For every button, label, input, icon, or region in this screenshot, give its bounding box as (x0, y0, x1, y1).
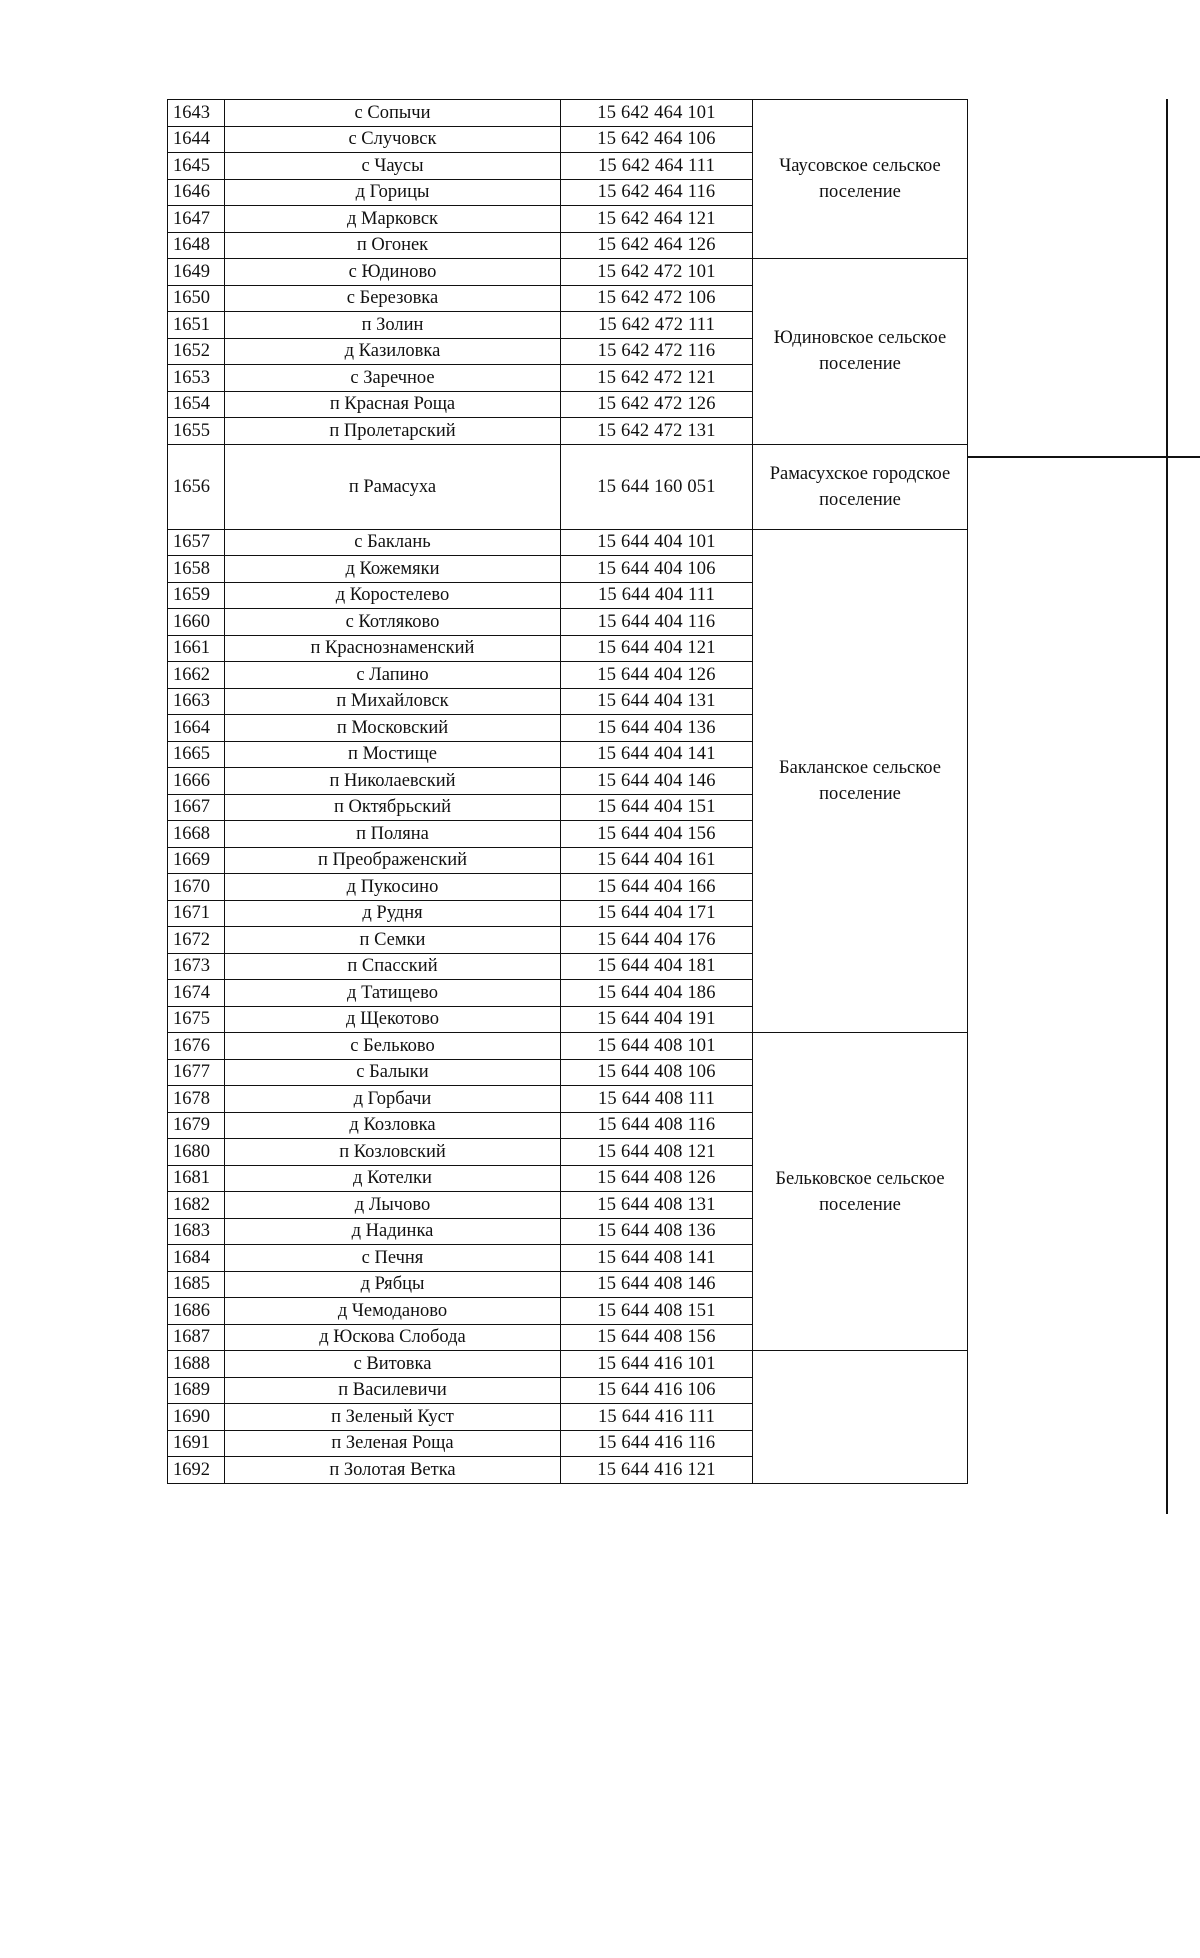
row-number: 1680 (168, 1139, 225, 1166)
oktmo-code: 15 644 404 161 (561, 847, 753, 874)
settlement-name: Бельковское сельское поселение (753, 1033, 968, 1351)
locality-name: с Баклань (225, 529, 561, 556)
oktmo-code: 15 644 416 101 (561, 1351, 753, 1378)
locality-name: д Щекотово (225, 1006, 561, 1033)
locality-name: п Золин (225, 312, 561, 339)
row-number: 1688 (168, 1351, 225, 1378)
row-number: 1681 (168, 1165, 225, 1192)
locality-name: д Коростелево (225, 582, 561, 609)
locality-name: п Зеленый Куст (225, 1404, 561, 1431)
oktmo-code: 15 642 472 126 (561, 391, 753, 418)
oktmo-code: 15 644 416 106 (561, 1377, 753, 1404)
oktmo-code: 15 644 404 171 (561, 900, 753, 927)
oktmo-code: 15 644 408 156 (561, 1324, 753, 1351)
locality-name: д Марковск (225, 206, 561, 233)
locality-name: с Бельково (225, 1033, 561, 1060)
oktmo-code: 15 644 416 121 (561, 1457, 753, 1484)
oktmo-code: 15 642 464 126 (561, 232, 753, 259)
table-row (168, 259, 968, 286)
oktmo-code: 15 644 416 116 (561, 1430, 753, 1457)
locality-name: п Василевичи (225, 1377, 561, 1404)
oktmo-code: 15 644 408 131 (561, 1192, 753, 1219)
table-row (168, 1033, 968, 1060)
oktmo-code: 15 644 408 136 (561, 1218, 753, 1245)
row-number: 1647 (168, 206, 225, 233)
row-number: 1661 (168, 635, 225, 662)
locality-name: п Зеленая Роща (225, 1430, 561, 1457)
oktmo-code: 15 644 408 106 (561, 1059, 753, 1086)
oktmo-code: 15 642 464 111 (561, 153, 753, 180)
locality-name: д Юскова Слобода (225, 1324, 561, 1351)
locality-name: п Семки (225, 927, 561, 954)
right-margin-line-lower (1166, 456, 1168, 1514)
oktmo-code: 15 644 408 101 (561, 1033, 753, 1060)
oktmo-code: 15 642 472 116 (561, 338, 753, 365)
oktmo-code: 15 644 404 141 (561, 741, 753, 768)
row-number: 1663 (168, 688, 225, 715)
locality-name: с Лапино (225, 662, 561, 689)
row-number: 1682 (168, 1192, 225, 1219)
oktmo-code: 15 644 404 116 (561, 609, 753, 636)
locality-name: п Московский (225, 715, 561, 742)
locality-name: с Случовск (225, 126, 561, 153)
oktmo-code: 15 642 472 101 (561, 259, 753, 286)
locality-name: п Краснознаменский (225, 635, 561, 662)
oktmo-code: 15 644 404 131 (561, 688, 753, 715)
oktmo-code: 15 642 464 116 (561, 179, 753, 206)
locality-name: д Рябцы (225, 1271, 561, 1298)
row-number: 1692 (168, 1457, 225, 1484)
row-number: 1655 (168, 418, 225, 445)
locality-name: п Козловский (225, 1139, 561, 1166)
settlement-name: Бакланское сельское поселение (753, 529, 968, 1033)
locality-name: с Печня (225, 1245, 561, 1272)
row-number: 1669 (168, 847, 225, 874)
settlement-name: Чаусовское сельское поселение (753, 100, 968, 259)
row-number: 1678 (168, 1086, 225, 1113)
row-number: 1683 (168, 1218, 225, 1245)
locality-name: п Преображенский (225, 847, 561, 874)
table-row (168, 1351, 968, 1378)
row-number: 1644 (168, 126, 225, 153)
oktmo-code: 15 642 472 111 (561, 312, 753, 339)
oktmo-code: 15 644 408 141 (561, 1245, 753, 1272)
locality-name: д Надинка (225, 1218, 561, 1245)
locality-name: п Николаевский (225, 768, 561, 795)
oktmo-code: 15 644 404 166 (561, 874, 753, 901)
locality-name: п Михайловск (225, 688, 561, 715)
row-number: 1691 (168, 1430, 225, 1457)
right-margin-line-upper (1166, 99, 1168, 457)
locality-name: п Огонек (225, 232, 561, 259)
row-number: 1645 (168, 153, 225, 180)
row-number: 1675 (168, 1006, 225, 1033)
oktmo-code: 15 644 404 106 (561, 556, 753, 583)
table-row (168, 444, 968, 529)
row-number: 1689 (168, 1377, 225, 1404)
oktmo-code: 15 644 404 151 (561, 794, 753, 821)
oktmo-code: 15 644 404 191 (561, 1006, 753, 1033)
locality-name: с Котляково (225, 609, 561, 636)
row-number: 1665 (168, 741, 225, 768)
row-number: 1660 (168, 609, 225, 636)
row-number: 1649 (168, 259, 225, 286)
locality-name: п Пролетарский (225, 418, 561, 445)
oktmo-code: 15 644 404 186 (561, 980, 753, 1007)
locality-name: д Котелки (225, 1165, 561, 1192)
row-number: 1667 (168, 794, 225, 821)
oktmo-code: 15 644 404 156 (561, 821, 753, 848)
locality-name: д Казиловка (225, 338, 561, 365)
locality-name: д Козловка (225, 1112, 561, 1139)
settlement-name: Рамасухское городское поселение (753, 444, 968, 529)
row-number: 1657 (168, 529, 225, 556)
row-number: 1670 (168, 874, 225, 901)
oktmo-code: 15 642 464 106 (561, 126, 753, 153)
locality-name: д Чемоданово (225, 1298, 561, 1325)
locality-name: с Березовка (225, 285, 561, 312)
oktmo-code: 15 642 472 106 (561, 285, 753, 312)
row-number: 1685 (168, 1271, 225, 1298)
row-number: 1679 (168, 1112, 225, 1139)
locality-name: с Чаусы (225, 153, 561, 180)
oktmo-code: 15 644 408 146 (561, 1271, 753, 1298)
row-number: 1650 (168, 285, 225, 312)
table-body (168, 100, 968, 1484)
oktmo-code: 15 644 408 126 (561, 1165, 753, 1192)
locality-name: п Поляна (225, 821, 561, 848)
table-row (168, 100, 968, 127)
table-row (168, 529, 968, 556)
row-number: 1651 (168, 312, 225, 339)
locality-name: с Балыки (225, 1059, 561, 1086)
oktmo-code: 15 642 472 121 (561, 365, 753, 392)
locality-name: д Татищево (225, 980, 561, 1007)
oktmo-code: 15 644 408 121 (561, 1139, 753, 1166)
locality-name: п Мостище (225, 741, 561, 768)
oktmo-code: 15 644 404 101 (561, 529, 753, 556)
row-number: 1672 (168, 927, 225, 954)
oktmo-code: 15 644 160 051 (561, 444, 753, 529)
settlement-name (753, 1351, 968, 1484)
locality-name: д Горицы (225, 179, 561, 206)
locality-name: с Сопычи (225, 100, 561, 127)
oktmo-code: 15 644 404 136 (561, 715, 753, 742)
row-number: 1648 (168, 232, 225, 259)
row-number: 1690 (168, 1404, 225, 1431)
oktmo-code: 15 644 408 151 (561, 1298, 753, 1325)
locality-name: п Октябрьский (225, 794, 561, 821)
settlements-table (167, 99, 968, 1484)
locality-name: п Золотая Ветка (225, 1457, 561, 1484)
row-number: 1671 (168, 900, 225, 927)
oktmo-code: 15 642 464 101 (561, 100, 753, 127)
row-number: 1662 (168, 662, 225, 689)
row-number: 1653 (168, 365, 225, 392)
row-number: 1677 (168, 1059, 225, 1086)
oktmo-code: 15 644 404 111 (561, 582, 753, 609)
row-number: 1668 (168, 821, 225, 848)
row-number: 1656 (168, 444, 225, 529)
locality-name: д Рудня (225, 900, 561, 927)
row-number: 1666 (168, 768, 225, 795)
row-number: 1674 (168, 980, 225, 1007)
row-number: 1664 (168, 715, 225, 742)
oktmo-code: 15 644 404 121 (561, 635, 753, 662)
locality-name: п Красная Роща (225, 391, 561, 418)
row-number: 1684 (168, 1245, 225, 1272)
row-number: 1676 (168, 1033, 225, 1060)
oktmo-code: 15 644 404 176 (561, 927, 753, 954)
row-number: 1646 (168, 179, 225, 206)
row-number: 1687 (168, 1324, 225, 1351)
oktmo-code: 15 644 404 181 (561, 953, 753, 980)
locality-name: д Кожемяки (225, 556, 561, 583)
oktmo-code: 15 642 472 131 (561, 418, 753, 445)
row-number: 1673 (168, 953, 225, 980)
locality-name: с Юдиново (225, 259, 561, 286)
settlement-name: Юдиновское сельское поселение (753, 259, 968, 445)
locality-name: д Лычово (225, 1192, 561, 1219)
row-number: 1643 (168, 100, 225, 127)
row-number: 1652 (168, 338, 225, 365)
oktmo-code: 15 644 404 126 (561, 662, 753, 689)
oktmo-code: 15 644 408 111 (561, 1086, 753, 1113)
oktmo-code: 15 644 408 116 (561, 1112, 753, 1139)
row-number: 1686 (168, 1298, 225, 1325)
locality-name: д Пукосино (225, 874, 561, 901)
row-number: 1654 (168, 391, 225, 418)
locality-name: д Горбачи (225, 1086, 561, 1113)
locality-name: п Рамасуха (225, 444, 561, 529)
oktmo-code: 15 644 404 146 (561, 768, 753, 795)
row-number: 1659 (168, 582, 225, 609)
row-number: 1658 (168, 556, 225, 583)
oktmo-code: 15 642 464 121 (561, 206, 753, 233)
locality-name: п Спасский (225, 953, 561, 980)
locality-name: с Заречное (225, 365, 561, 392)
locality-name: с Витовка (225, 1351, 561, 1378)
oktmo-code: 15 644 416 111 (561, 1404, 753, 1431)
